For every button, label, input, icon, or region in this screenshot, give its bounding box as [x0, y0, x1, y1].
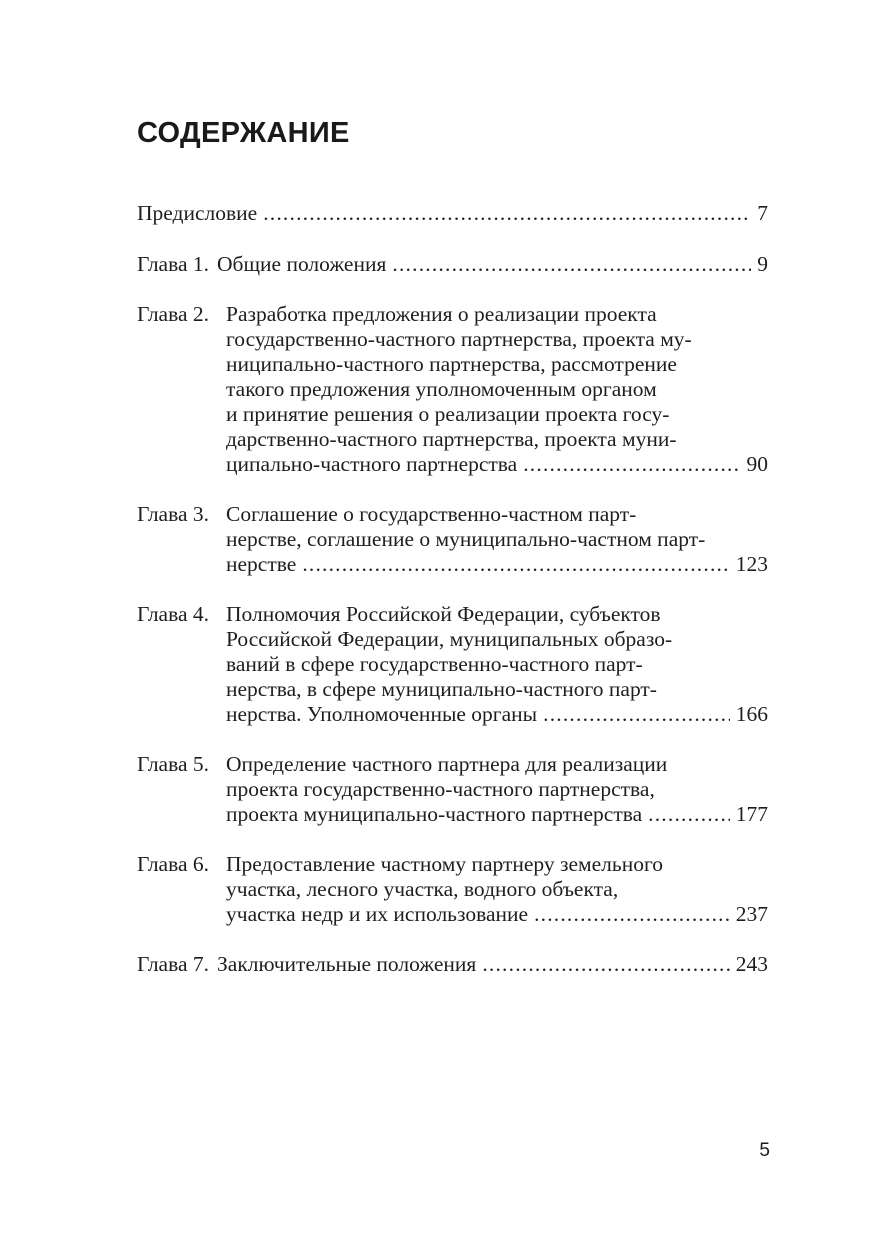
- toc-entry-line: [226, 802, 768, 827]
- leader-dots: [392, 252, 751, 277]
- leader-dots: [263, 201, 751, 226]
- leader-dots: [543, 702, 730, 727]
- toc-page-number: 243: [735, 952, 768, 976]
- toc-entry-line: и принятие решения о реализации проекта госу-: [226, 402, 670, 426]
- toc-page-number: 177: [735, 802, 768, 826]
- toc-page-number: 9: [757, 252, 768, 276]
- chapter-label: Глава 3.: [137, 502, 209, 526]
- toc-entry-title: Заключительные положения: [217, 952, 477, 976]
- page-title: СОДЕРЖАНИЕ: [137, 117, 350, 149]
- toc-entry-title: Общие положения: [217, 252, 387, 276]
- chapter-label: Глава 5.: [137, 752, 209, 776]
- toc-entry-line: такого предложения уполномоченным органом: [226, 377, 657, 401]
- toc-entry-line: ваний в сфере государственно-частного парт-: [226, 652, 643, 676]
- chapter-label: Глава 4.: [137, 602, 209, 626]
- toc-entry-title: нерства. Уполномоченные органы: [226, 702, 538, 726]
- toc-page-number: 90: [746, 452, 768, 476]
- toc-page-number: 237: [735, 902, 768, 926]
- chapter-label: Глава 7.: [137, 952, 209, 976]
- leader-dots: [523, 452, 740, 477]
- chapter-label: Глава 6.: [137, 852, 209, 876]
- toc-entry-chapter-3: [137, 502, 768, 577]
- toc-entry-line: участка, лесного участка, водного объекта,: [226, 877, 619, 901]
- toc-entry-chapter-2: [137, 302, 768, 477]
- toc-entry-line: [226, 552, 768, 577]
- toc-entry-line: Соглашение о государственно-частном парт-: [226, 502, 637, 526]
- toc-entry-title: нерстве: [226, 552, 297, 576]
- toc-entry-line: нерстве, соглашение о муниципально-частном парт-: [226, 527, 706, 551]
- toc-entry-line: Предоставление частному партнеру земельного: [226, 852, 664, 876]
- chapter-label: Глава 1.: [137, 252, 209, 276]
- toc-entry-chapter-1: [137, 252, 768, 277]
- toc-entry-chapter-6: [137, 852, 768, 927]
- toc-page-number: 123: [735, 552, 768, 576]
- toc-entry-line: Определение частного партнера для реализации: [226, 752, 668, 776]
- leader-dots: [302, 552, 729, 577]
- toc-page-number: 166: [735, 702, 768, 726]
- toc-entry-line: [217, 252, 768, 277]
- chapter-label: Глава 2.: [137, 302, 209, 326]
- toc-entry-line: [217, 952, 768, 977]
- toc-entry-line: нерства, в сфере муниципально-частного парт-: [226, 677, 657, 701]
- toc-entry-line: ниципально-частного партнерства, рассмотрение: [226, 352, 677, 376]
- toc-entry-line: Разработка предложения о реализации проекта: [226, 302, 657, 326]
- toc-entry-line: [226, 902, 768, 927]
- toc-entry-title: Предисловие: [137, 201, 258, 225]
- toc-page-number: 7: [757, 201, 768, 225]
- toc-entry-title: ципально-частного партнерства: [226, 452, 518, 476]
- toc-entry-line: проекта государственно-частного партнерства,: [226, 777, 655, 801]
- toc-entry-line: [226, 452, 768, 477]
- leader-dots: [534, 902, 730, 927]
- toc-entry-preface: [137, 201, 768, 226]
- leader-dots: [648, 802, 730, 827]
- toc-entry-title: проекта муниципально-частного партнерства: [226, 802, 643, 826]
- toc-entry-chapter-4: [137, 602, 768, 727]
- leader-dots: [482, 952, 729, 977]
- toc-entry-title: участка недр и их использование: [226, 902, 529, 926]
- toc-entry-chapter-5: [137, 752, 768, 827]
- toc-entry-line: дарственно-частного партнерства, проекта муни-: [226, 427, 677, 451]
- toc-entry-chapter-7: [137, 952, 768, 977]
- toc-entry-line: Полномочия Российской Федерации, субъектов: [226, 602, 661, 626]
- toc-entry-line: Российской Федерации, муниципальных образо-: [226, 627, 673, 651]
- toc-entry-line: государственно-частного партнерства, проекта му-: [226, 327, 692, 351]
- toc-entry-line: [226, 702, 768, 727]
- page-number: 5: [759, 1140, 770, 1161]
- toc-entry-line: [137, 201, 768, 226]
